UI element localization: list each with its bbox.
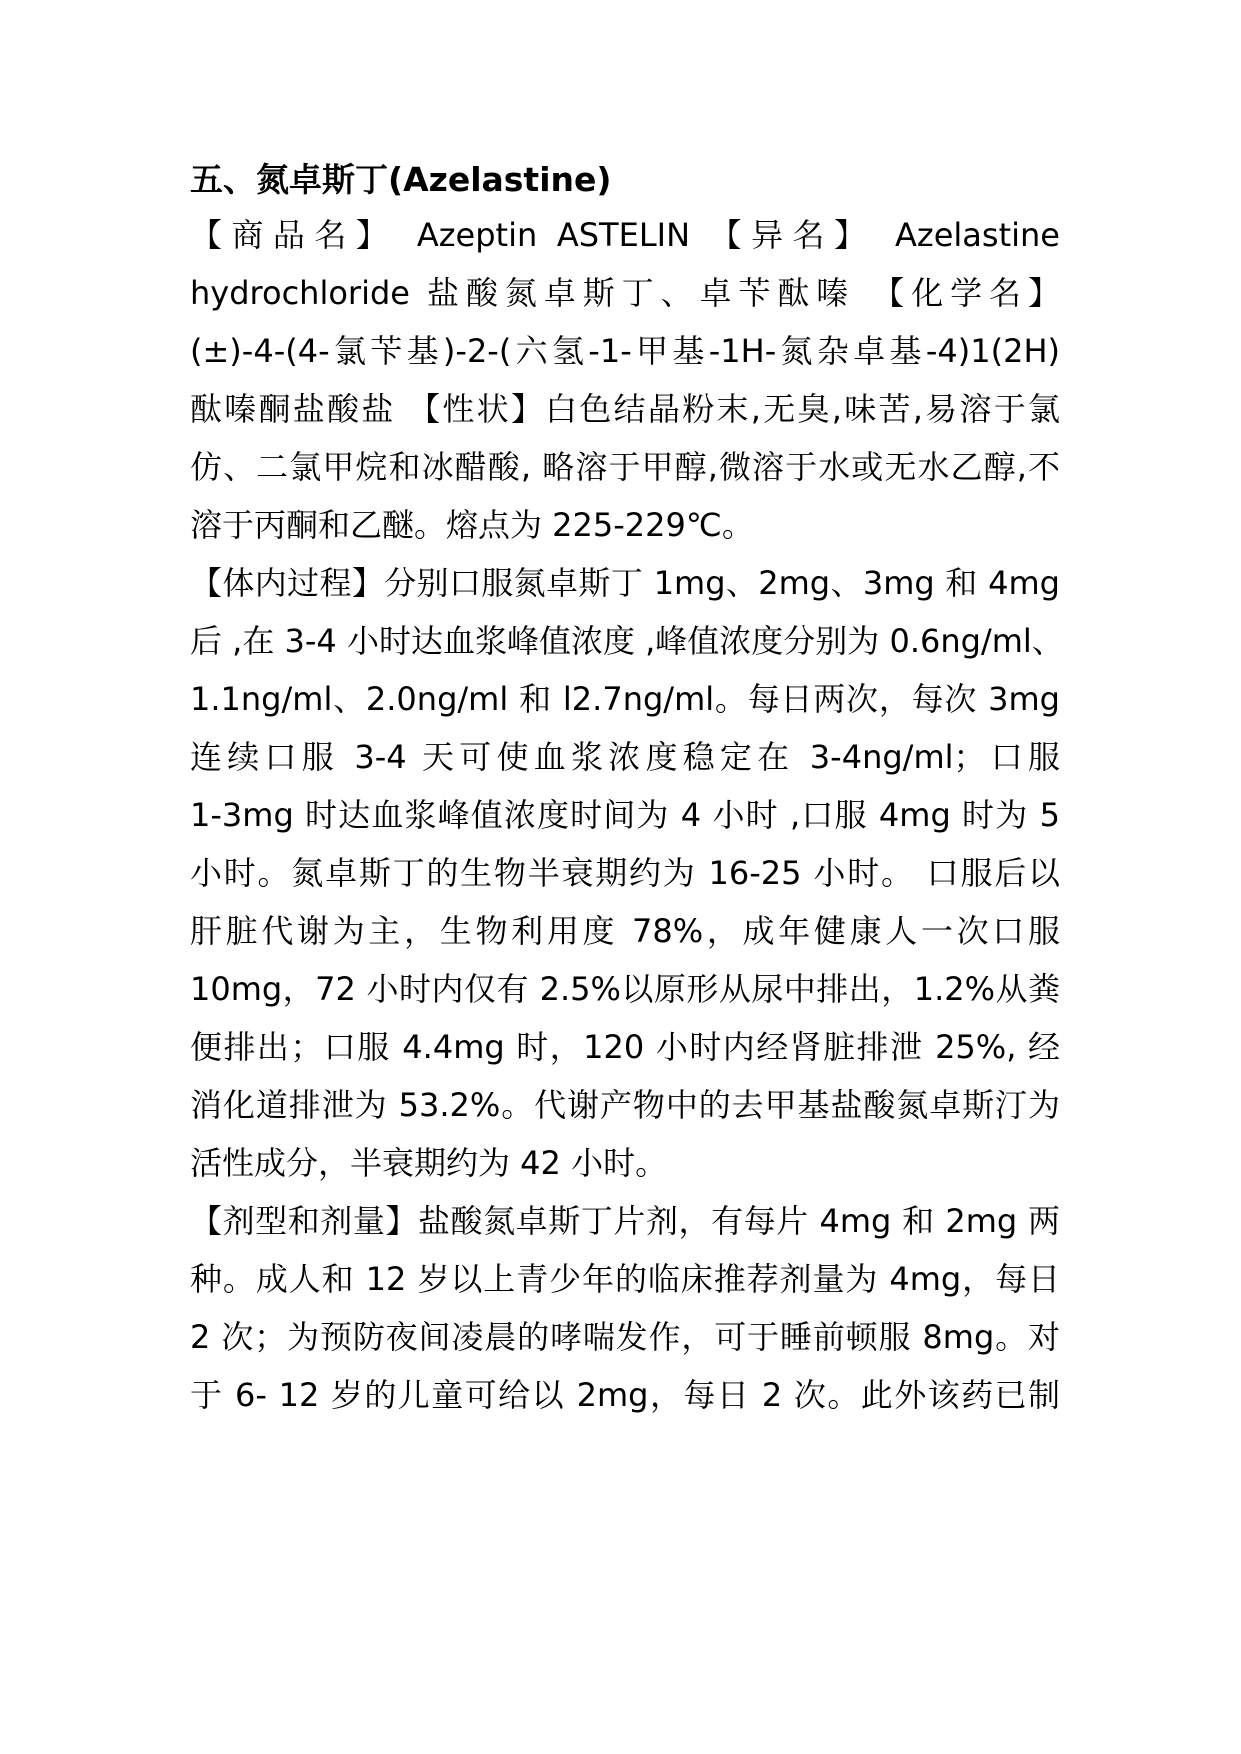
paragraph-line: 10mg，72 小时内仅有 2.5%以原形从尿中排出，1.2%从粪 [190,970,1060,1008]
paragraph-line: 活性成分，半衰期约为 42 小时。 [190,1144,668,1182]
paragraph-line: 肝脏代谢为主，生物利用度 78%，成年健康人一次口服 [190,912,1060,950]
paragraph-line: 2 次；为预防夜间凌晨的哮喘发作，可于睡前顿服 8mg。对 [190,1318,1060,1356]
paragraph-line: 仿、二氯甲烷和冰醋酸, 略溶于甲醇,微溶于水或无水乙醇,不 [190,448,1060,486]
paragraph-line: 连续口服 3-4 天可使血浆浓度稳定在 3-4ng/ml；口服 [190,738,1060,776]
paragraph-line: 酞嗪酮盐酸盐 【性状】白色结晶粉末,无臭,味苦,易溶于氯 [190,390,1060,428]
paragraph-line: 便排出；口服 4.4mg 时，120 小时内经肾脏排泄 25%, 经 [190,1028,1060,1066]
paragraph-line: 【体内过程】分别口服氮卓斯丁 1mg、2mg、3mg 和 4mg [190,564,1060,602]
paragraph-line: 溶于丙酮和乙醚。熔点为 225-229℃。 [190,506,754,544]
paragraph-line: 1.1ng/ml、2.0ng/ml 和 l2.7ng/ml。每日两次，每次 3mg [190,680,1060,718]
paragraph-line: 于 6- 12 岁的儿童可给以 2mg，每日 2 次。此外该药已制 [190,1376,1060,1414]
paragraph-line: hydrochloride 盐酸氮卓斯丁、卓苄酞嗪 【化学名】 [190,274,1060,312]
paragraph-line: 小时。氮卓斯丁的生物半衰期约为 16-25 小时。 口服后以 [190,854,1060,892]
paragraph-line: 后 ,在 3-4 小时达血浆峰值浓度 ,峰值浓度分别为 0.6ng/ml、 [190,622,1064,660]
section-heading: 五、氮卓斯丁(Azelastine) [190,160,612,199]
paragraph-line: 【剂型和剂量】盐酸氮卓斯丁片剂，有每片 4mg 和 2mg 两 [190,1202,1060,1240]
paragraph-line: 1-3mg 时达血浆峰值浓度时间为 4 小时 ,口服 4mg 时为 5 [190,796,1060,834]
paragraph-line: 消化道排泄为 53.2%。代谢产物中的去甲基盐酸氮卓斯汀为 [190,1086,1060,1124]
paragraph-line: 【商品名】 Azeptin ASTELIN 【异名】 Azelastine [190,216,1060,254]
paragraph-line: (±)-4-(4-氯苄基)-2-(六氢-1-甲基-1H-氮杂卓基-4)1(2H) [190,332,1060,370]
paragraph-line: 种。成人和 12 岁以上青少年的临床推荐剂量为 4mg，每日 [190,1260,1060,1298]
